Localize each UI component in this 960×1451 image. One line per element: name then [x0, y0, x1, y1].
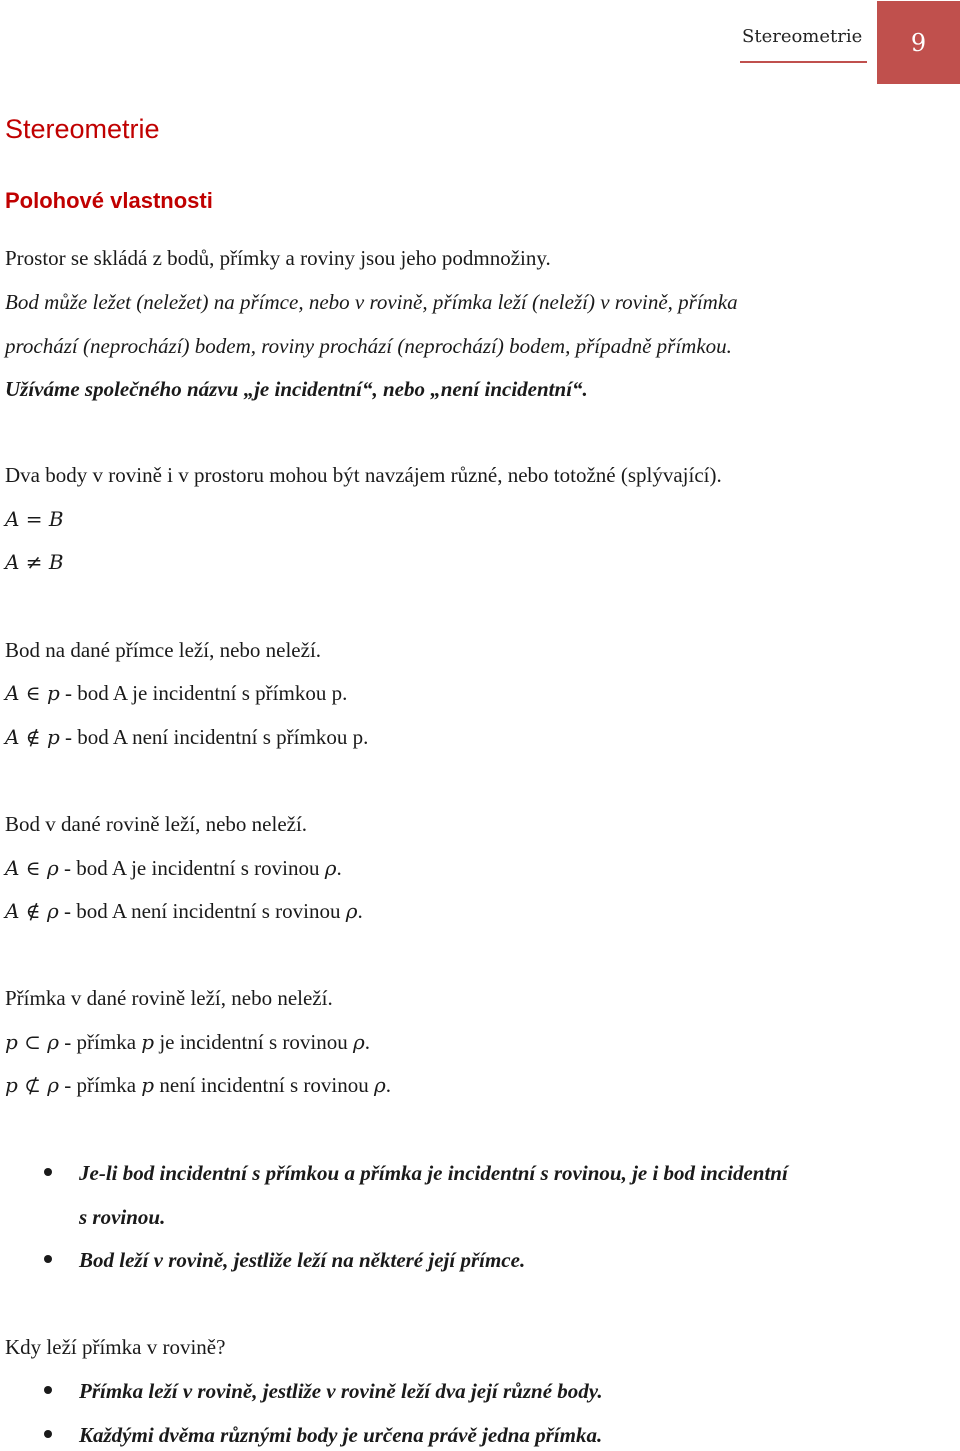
plane-symbol: ρ: [345, 899, 358, 923]
points-text: Dva body v rovině i v prostoru mohou být navzájem různé, nebo totožné (splývající).: [5, 463, 722, 487]
intro-line-2: Bod může ležet (neležet) na přímce, nebo v rovině, přímka leží (neleží) v rovině, přímka: [5, 290, 738, 314]
line-not-in-plane-text-a: - přímka: [59, 1073, 142, 1097]
line-in-plane-row: p ⊂ ρ - přímka p je incidentní s rovinou ρ.: [5, 1030, 370, 1054]
bullet-icon: [44, 1168, 52, 1176]
line-in-plane-text-a: - přímka: [59, 1030, 142, 1054]
rule-1-line-2: s rovinou.: [79, 1205, 166, 1229]
point-not-on-line-row: [5, 724, 368, 750]
header-rule: [740, 61, 867, 63]
bullet-icon: [44, 1255, 52, 1263]
point-in-plane-symbol: A ∈ ρ: [5, 856, 59, 880]
point-not-in-plane-text: - bod A není incidentní s rovinou: [58, 899, 346, 923]
line-in-plane-symbol: p ⊂ ρ: [5, 1030, 60, 1054]
point-not-on-line-symbol: A ∉ p: [5, 725, 60, 749]
intro-line-3: prochází (neprochází) bodem, roviny prochází (neprochází) bodem, případně přímkou.: [5, 334, 732, 358]
point-plane-text: Bod v dané rovině leží, nebo neleží.: [5, 812, 308, 836]
point-on-line-row: [5, 680, 347, 706]
bullet-icon: [44, 1430, 52, 1438]
rule-2: Bod leží v rovině, jestliže leží na některé její přímce.: [79, 1248, 526, 1272]
point-in-plane-text: - bod A je incidentní s rovinou: [58, 856, 325, 880]
rule-3: Přímka leží v rovině, jestliže v rovině leží dva její různé body.: [79, 1379, 603, 1403]
rule-1-line-1: Je-li bod incidentní s přímkou a přímka je incidentní s rovinou, je i bod incidentní: [79, 1161, 788, 1185]
point-line-text: Bod na dané přímce leží, nebo neleží.: [5, 638, 322, 662]
line-not-in-plane-row: p ⊄ ρ - přímka p není incidentní s rovinou ρ.: [5, 1073, 391, 1097]
bullet-icon: [44, 1386, 52, 1394]
line-symbol: p: [141, 1073, 155, 1097]
plane-symbol: ρ: [324, 856, 337, 880]
point-not-in-plane-symbol: A ∉ ρ: [5, 899, 59, 923]
points-equal: A = B: [5, 507, 64, 531]
points-not-equal: A ≠ B: [5, 550, 64, 574]
point-in-plane-row: A ∈ ρ - bod A je incidentní s rovinou ρ.: [5, 856, 342, 880]
line-not-in-plane-symbol: p ⊄ ρ: [5, 1073, 60, 1097]
plane-symbol: ρ: [373, 1073, 386, 1097]
rule-4: Každými dvěma různými body je určena právě jedna přímka.: [79, 1423, 603, 1447]
question-text: Kdy leží přímka v rovině?: [5, 1335, 226, 1359]
line-not-in-plane-text-b: není incidentní s rovinou: [154, 1073, 374, 1097]
point-not-in-plane-row: A ∉ ρ - bod A není incidentní s rovinou ρ.: [5, 899, 363, 923]
line-in-plane-text-b: je incidentní s rovinou: [154, 1030, 353, 1054]
point-on-line-text: - bod A je incidentní s přímkou p.: [59, 681, 348, 705]
line-symbol: p: [141, 1030, 155, 1054]
intro-line-1: Prostor se skládá z bodů, přímky a roviny jsou jeho podmnožiny.: [5, 246, 551, 270]
section-heading: Polohové vlastnosti: [5, 188, 213, 213]
point-on-line-symbol: A ∈ p: [5, 681, 60, 705]
plane-symbol: ρ: [352, 1030, 365, 1054]
page-number-badge: [877, 1, 960, 84]
line-plane-text: Přímka v dané rovině leží, nebo neleží.: [5, 986, 333, 1010]
point-not-on-line-text: - bod A není incidentní s přímkou p.: [59, 725, 369, 749]
page-number: 9: [910, 28, 927, 57]
intro-line-4: Užíváme společného názvu „je incidentní“, nebo „není incidentní“.: [5, 377, 588, 401]
running-header-title: Stereometrie: [742, 26, 863, 47]
page-title: Stereometrie: [5, 114, 160, 144]
